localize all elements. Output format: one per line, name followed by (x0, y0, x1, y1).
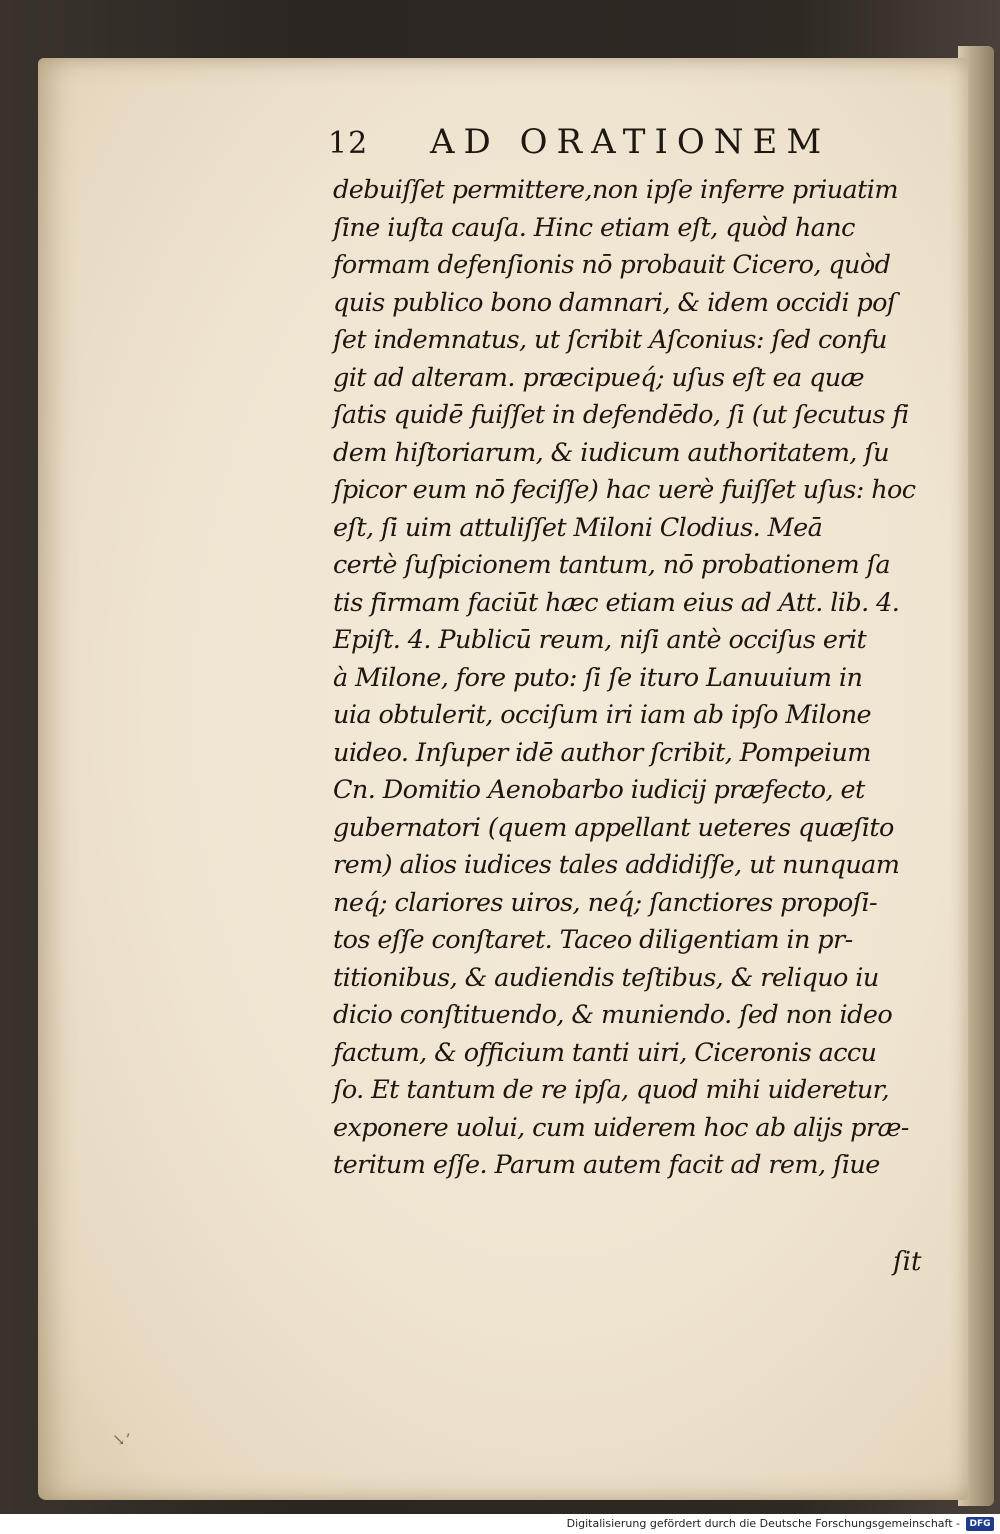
text-line: uia obtulerit, occiſum iri iam ab ipſo Milone (333, 700, 872, 730)
ink-smudge: ↘’ (112, 1430, 131, 1449)
running-head (328, 122, 888, 168)
text-line: eſt, ſi uim attuliſſet Miloni Clodius. Meā (333, 512, 823, 543)
text-line: Cn. Domitio Aenobarbo iudicij præfecto, et (333, 775, 865, 805)
text-line: dem hiſtoriarum, & iudicum authoritatem, ſu (333, 437, 889, 468)
catchword: ſit (893, 1247, 922, 1277)
text-line: rem) alios iudices tales addidiſſe, ut nunquam (333, 850, 900, 880)
text-line: teritum eſſe. Parum autem facit ad rem, ſiue (333, 1150, 880, 1180)
text-line: ſatis quidē fuiſſet in defendēdo, ſi (ut ſecutus fi (333, 400, 909, 430)
text-line: git ad alteram. præcipueq́; uſus eſt ea quæ (333, 362, 864, 393)
text-line: certè ſuſpicionem tantum, nō probationem ſa (333, 550, 890, 580)
text-line: neq́; clariores uiros, neq́; ſanctiores propoſi- (333, 887, 878, 918)
text-line: ſpicor eum nō feciſſe) hac uerè fuiſſet uſus: hoc (333, 475, 916, 505)
text-line: exponere uolui, cum uiderem hoc ab alijs præ- (333, 1112, 909, 1143)
text-line: ſet indemnatus, ut ſcribit Aſconius: ſed confu (333, 325, 887, 355)
footer-credit: Digitalisierung gefördert durch die Deutsche Forschungsgemeinschaft - (566, 1517, 960, 1530)
text-line: formam defenſionis nō probauit Cicero, quòd (333, 250, 891, 280)
text-line: tos eſſe conſtaret. Taceo diligentiam in pr- (333, 925, 853, 955)
text-line: tis firmam faciūt hæc etiam eius ad Att. lib. 4. (333, 587, 900, 618)
text-line: gubernatori (quem appellant ueteres quæſito (333, 812, 894, 843)
text-line: dicio conſtituendo, & muniendo. ſed non ideo (333, 1000, 893, 1030)
text-line: Epiſt. 4. Publicū reum, niſi antè occiſus erit (333, 625, 867, 655)
text-line: uideo. Inſuper idē author ſcribit, Pompeium (333, 737, 871, 768)
text-line: quis publico bono damnari, & idem occidi poſ (333, 287, 896, 318)
text-line: factum, & officium tanti uiri, Ciceronis accu (333, 1037, 877, 1068)
running-title: AD ORATIONEM (430, 122, 831, 162)
text-line: debuiſſet permittere,non ipſe inferre priuatim (333, 175, 898, 205)
text-line: ſine iuſta cauſa. Hinc etiam eſt, quòd hanc (333, 212, 855, 243)
text-line: titionibus, & audiendis teſtibus, & reliquo iu (333, 962, 879, 993)
page-number: 12 (328, 126, 369, 161)
footer-bar (0, 1514, 1000, 1534)
body-text (333, 172, 933, 1185)
text-line: ſo. Et tantum de re ipſa, quod mihi uideretur, (333, 1075, 889, 1105)
dfg-logo: DFG (966, 1517, 994, 1531)
text-line: à Milone, fore puto: ſi ſe ituro Lanuuium in (333, 662, 863, 693)
